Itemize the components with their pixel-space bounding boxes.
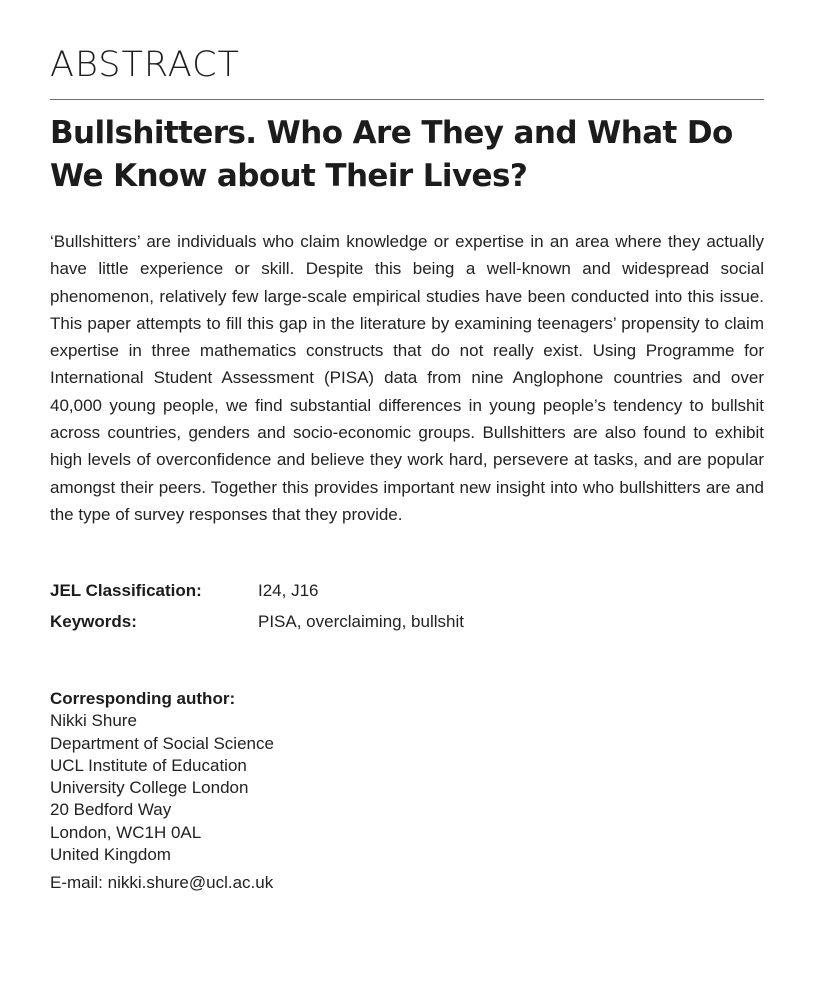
jel-value: I24, J16 bbox=[258, 581, 319, 600]
author-heading: Corresponding author: bbox=[50, 689, 236, 708]
address-line: London, WC1H 0AL bbox=[50, 822, 202, 842]
paper-title: Bullshitters. Who Are They and What Do We Know about Their Lives? bbox=[50, 115, 733, 194]
heading-divider bbox=[50, 99, 764, 100]
address-line: 20 Bedford Way bbox=[50, 800, 172, 820]
address-line: University College London bbox=[50, 778, 249, 798]
jel-row bbox=[50, 575, 764, 606]
corresponding-author-block bbox=[50, 688, 274, 895]
jel-label: JEL Classification: bbox=[50, 581, 202, 600]
author-email: E-mail: nikki.shure@ucl.ac.uk bbox=[50, 873, 274, 893]
keywords-row bbox=[50, 606, 764, 637]
classification-block bbox=[50, 575, 764, 637]
keywords-label: Keywords: bbox=[50, 612, 137, 631]
address-line: UCL Institute of Education bbox=[50, 755, 247, 775]
author-name: Nikki Shure bbox=[50, 711, 137, 731]
section-label: ABSTRACT bbox=[50, 45, 240, 85]
address-line: United Kingdom bbox=[50, 845, 171, 865]
keywords-value: PISA, overclaiming, bullshit bbox=[258, 612, 464, 631]
abstract-text: ‘Bullshitters’ are individuals who claim knowledge or expertise in an area where they actually have little experience or skill. Despite this being a well-known and widespread social phenomenon, relatively few large-scale empirical studies have been conducted into this issue. This paper attempts to fill this gap in the literature by examining teenagers’ propensity to claim expertise in three mathematics constructs that do not really exist. Using Programme for International Student Assessment (PISA) data from nine Anglophone countries and over 40,000 young people, we find substantial differences in young people’s tendency to bullshit across countries, genders and socio-economic groups. Bullshitters are also found to exhibit high levels of overconfidence and believe they work hard, persevere at tasks, and are popular amongst their peers. Together this provides important new insight into who bullshitters are and the type of survey responses that they provide. bbox=[50, 232, 764, 524]
address-line: Department of Social Science bbox=[50, 733, 274, 753]
